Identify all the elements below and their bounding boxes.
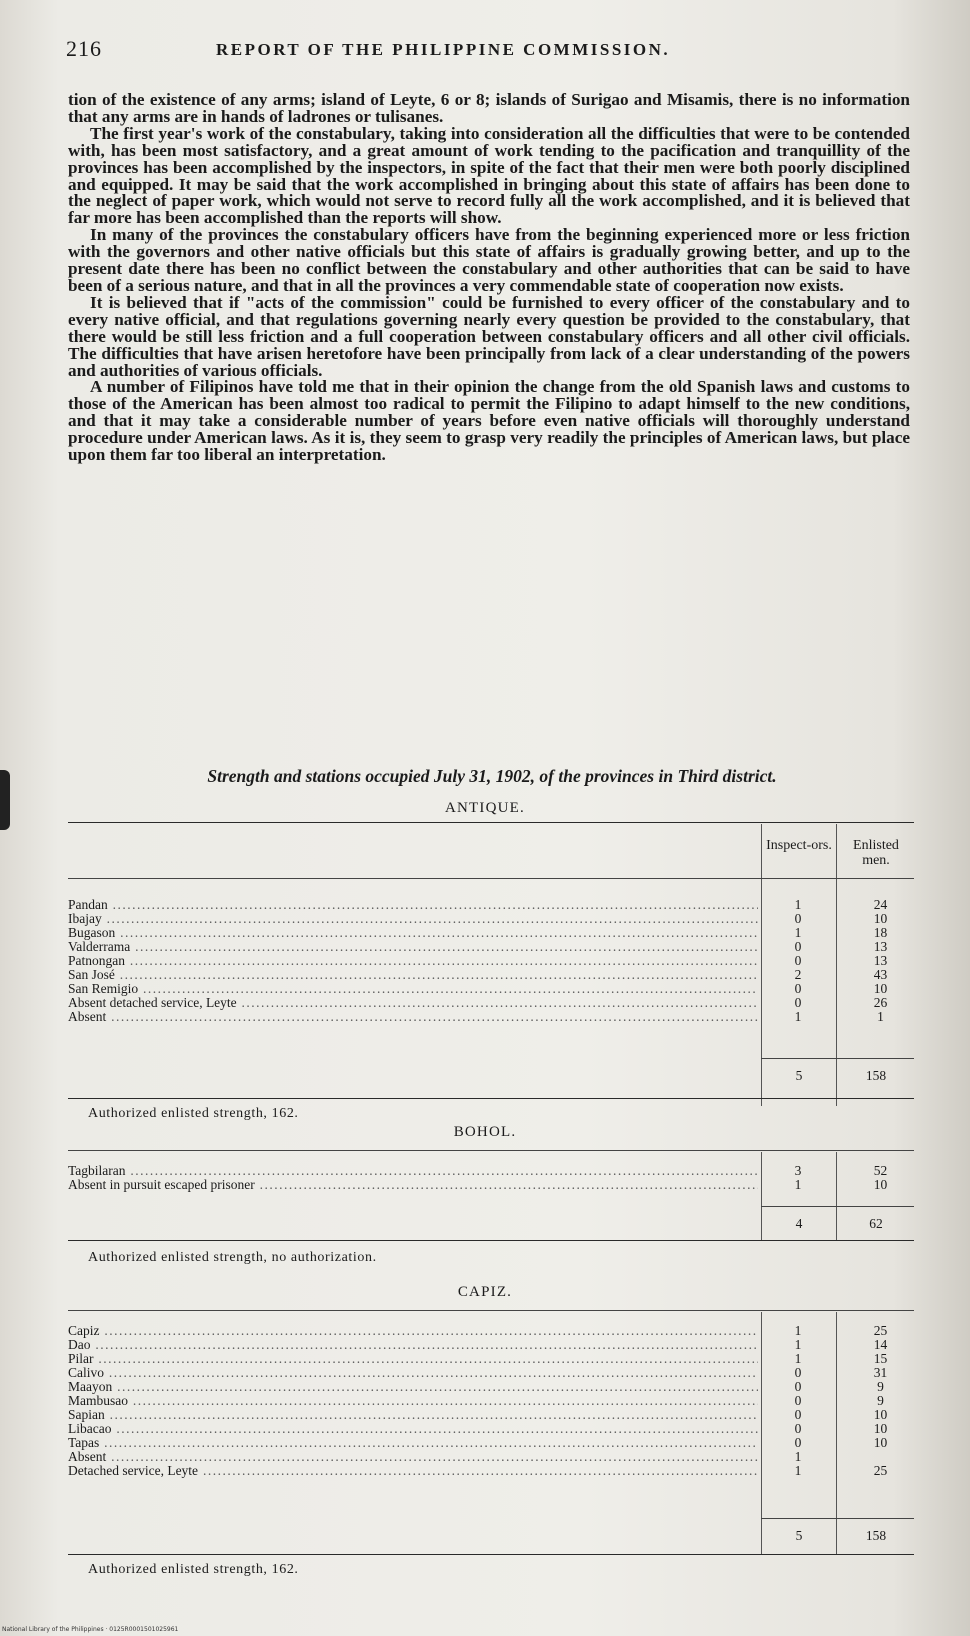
station-name: Ibajay ..... <box>68 912 758 926</box>
total-rule <box>761 1518 914 1519</box>
station-name: Tapas ..... <box>68 1436 758 1450</box>
enlisted-count: 24 <box>873 897 888 912</box>
table-row <box>68 1338 914 1352</box>
section-title-capiz: CAPIZ. <box>457 1284 513 1300</box>
station-name: Pandan ..... <box>68 898 758 912</box>
inspectors-count: 3 <box>794 1163 802 1178</box>
table-row <box>68 1178 914 1192</box>
table-row <box>68 1164 914 1178</box>
station-name: Libacao ..... <box>68 1422 758 1436</box>
table-rule <box>68 1554 914 1555</box>
enlisted-count: 10 <box>873 1421 888 1436</box>
enlisted-count: 18 <box>873 925 888 940</box>
table-row <box>68 898 914 912</box>
inspectors-count: 1 <box>794 925 802 940</box>
table-row <box>68 1436 914 1450</box>
station-name: Dao ..... <box>68 1338 758 1352</box>
enlisted-count: 9 <box>877 1379 884 1394</box>
inspectors-count: 0 <box>794 1421 802 1436</box>
station-name: Absent in pursuit escaped prisoner ..... <box>68 1178 758 1192</box>
enlisted-count: 10 <box>873 1435 888 1450</box>
station-name: Bugason ..... <box>68 926 758 940</box>
page-header <box>66 36 910 66</box>
enlisted-count: 10 <box>873 981 888 996</box>
inspectors-count: 1 <box>794 897 802 912</box>
inspectors-count: 2 <box>794 967 802 982</box>
table-row <box>68 1010 914 1024</box>
station-name: Capiz ..... <box>68 1324 758 1338</box>
total-rule <box>761 1206 914 1207</box>
station-name: Absent ..... <box>68 1010 758 1024</box>
total-enlisted: 158 <box>865 1068 887 1083</box>
enlisted-count: 10 <box>873 1177 888 1192</box>
station-name: Mambusao ..... <box>68 1394 758 1408</box>
total-rule <box>761 1058 914 1059</box>
inspectors-count: 0 <box>794 1435 802 1450</box>
table-row <box>68 1366 914 1380</box>
station-name: Absent ..... <box>68 1450 758 1464</box>
table-rule <box>68 822 914 823</box>
column-header-inspectors: Inspect-ors. <box>766 838 832 853</box>
body-text <box>68 92 910 464</box>
footnote-authorized-strength: Authorized enlisted strength, no authorization. <box>88 1250 377 1265</box>
inspectors-count: 1 <box>794 1009 802 1024</box>
section-title-antique: ANTIQUE. <box>444 800 525 816</box>
station-name: Detached service, Leyte ..... <box>68 1464 758 1478</box>
enlisted-count: 1 <box>877 1009 884 1024</box>
footnote-authorized-strength: Authorized enlisted strength, 162. <box>88 1562 299 1577</box>
table-row <box>68 1324 914 1338</box>
paragraph: In many of the provinces the constabulary officers have from the beginning experienced more or less friction with the governors and other native officials but this state of affairs is gradually growing better, and up to the present date there has been no conflict between the constabulary and other authorities that can be said to have been of a serious nature, and that in all the provinces a very commendable state of cooperation now exists. <box>68 225 910 295</box>
table-row <box>68 1380 914 1394</box>
table-row <box>68 996 914 1010</box>
station-name: Sapian ..... <box>68 1408 758 1422</box>
table-rule <box>68 1240 914 1241</box>
table-row <box>68 968 914 982</box>
inspectors-count: 0 <box>794 981 802 996</box>
table-row <box>68 1408 914 1422</box>
enlisted-count: 52 <box>873 1163 888 1178</box>
station-name: San José ..... <box>68 968 758 982</box>
inspectors-count: 1 <box>794 1323 802 1338</box>
station-name: Absent detached service, Leyte ..... <box>68 996 758 1010</box>
station-name: Valderrama ..... <box>68 940 758 954</box>
column-header-enlisted: Enlisted men. <box>853 838 899 868</box>
station-name: Patnongan ..... <box>68 954 758 968</box>
table-rule <box>68 1150 914 1151</box>
table-row <box>68 954 914 968</box>
table-rule <box>68 878 914 879</box>
station-name: San Remigio ..... <box>68 982 758 996</box>
inspectors-count: 1 <box>794 1351 802 1366</box>
paragraph: It is believed that if "acts of the commission" could be furnished to every officer of the constabulary and to every native official, and that regulations governing nearly every question be provided to the constabulary, that there would be still less friction and a full cooperation between constabulary officers and all other civil officials. The difficulties that have arisen heretofore have been principally from lack of a clear understanding of the powers and authorities of various officials. <box>68 292 910 380</box>
table-caption: Strength and stations occupied July 31, 1902, of the provinces in Third district. <box>207 766 777 786</box>
enlisted-count: 10 <box>873 911 888 926</box>
inspectors-count: 0 <box>794 1379 802 1394</box>
enlisted-count: 13 <box>873 953 888 968</box>
total-inspectors: 4 <box>795 1216 803 1231</box>
inspectors-count: 0 <box>794 1393 802 1408</box>
total-enlisted: 158 <box>865 1528 887 1543</box>
station-name: Tagbilaran ..... <box>68 1164 758 1178</box>
station-name: Calivo ..... <box>68 1366 758 1380</box>
enlisted-count: 43 <box>873 967 888 982</box>
total-inspectors: 5 <box>795 1068 803 1083</box>
footnote-authorized-strength: Authorized enlisted strength, 162. <box>88 1106 299 1121</box>
total-enlisted: 62 <box>869 1216 883 1231</box>
paragraph: tion of the existence of any arms; island of Leyte, 6 or 8; islands of Surigao and Misamis, there is no information that any arms are in hands of ladrones or tulisanes. <box>68 90 910 126</box>
inspectors-count: 0 <box>794 1407 802 1422</box>
enlisted-count: 10 <box>873 1407 888 1422</box>
section-title-bohol: BOHOL. <box>453 1124 517 1140</box>
page-number: 216 <box>66 36 102 61</box>
enlisted-count: 25 <box>873 1463 888 1478</box>
enlisted-count: 25 <box>873 1323 888 1338</box>
table-row <box>68 912 914 926</box>
inspectors-count: 1 <box>794 1177 802 1192</box>
enlisted-count: 13 <box>873 939 888 954</box>
station-name: Pilar ..... <box>68 1352 758 1366</box>
table-row <box>68 926 914 940</box>
table-rule <box>68 1310 914 1311</box>
enlisted-count: 14 <box>873 1337 888 1352</box>
paragraph: The first year's work of the constabulary, taking into consideration all the difficulties that were to be contended with, has been most satisfactory, and a great amount of work tending to the pacification and tranquillity of the provinces has been accomplished by the inspectors, in spite of the fact that their men were both poorly disciplined and equipped. It may be said that the work accomplished in bringing about this state of affairs has been done to the neglect of paper work, which would not serve to record fully all the work accomplished, and it is believed that far more has been accomplished than the reports will show. <box>68 123 910 228</box>
inspectors-count: 1 <box>794 1449 802 1464</box>
station-name: Maayon ..... <box>68 1380 758 1394</box>
table-row <box>68 940 914 954</box>
table-rule <box>68 1098 914 1099</box>
inspectors-count: 0 <box>794 1365 802 1380</box>
table-row <box>68 1464 914 1478</box>
inspectors-count: 0 <box>794 995 802 1010</box>
scan-colophon: National Library of the Philippines · 0125R0001501025961 <box>2 1626 179 1633</box>
enlisted-count: 26 <box>873 995 888 1010</box>
table-row <box>68 1394 914 1408</box>
inspectors-count: 1 <box>794 1337 802 1352</box>
enlisted-count: 9 <box>877 1393 884 1408</box>
table-row <box>68 1352 914 1366</box>
table-row <box>68 1422 914 1436</box>
enlisted-count: 31 <box>873 1365 888 1380</box>
enlisted-count: 15 <box>873 1351 888 1366</box>
paragraph: A number of Filipinos have told me that in their opinion the change from the old Spanish laws and customs to those of the American has been almost too radical to permit the Filipino to adapt himself to the new conditions, and that it may take a considerable number of years before even native officials will thoroughly understand procedure under American laws. As it is, they seem to grasp very readily the principles of American laws, but place upon them far too liberal an interpretation. <box>68 377 910 465</box>
table-row <box>68 982 914 996</box>
inspectors-count: 0 <box>794 911 802 926</box>
total-inspectors: 5 <box>795 1528 803 1543</box>
table-row <box>68 1450 914 1464</box>
inspectors-count: 0 <box>794 953 802 968</box>
running-head: REPORT OF THE PHILIPPINE COMMISSION. <box>216 40 671 59</box>
inspectors-count: 1 <box>794 1463 802 1478</box>
inspectors-count: 0 <box>794 939 802 954</box>
